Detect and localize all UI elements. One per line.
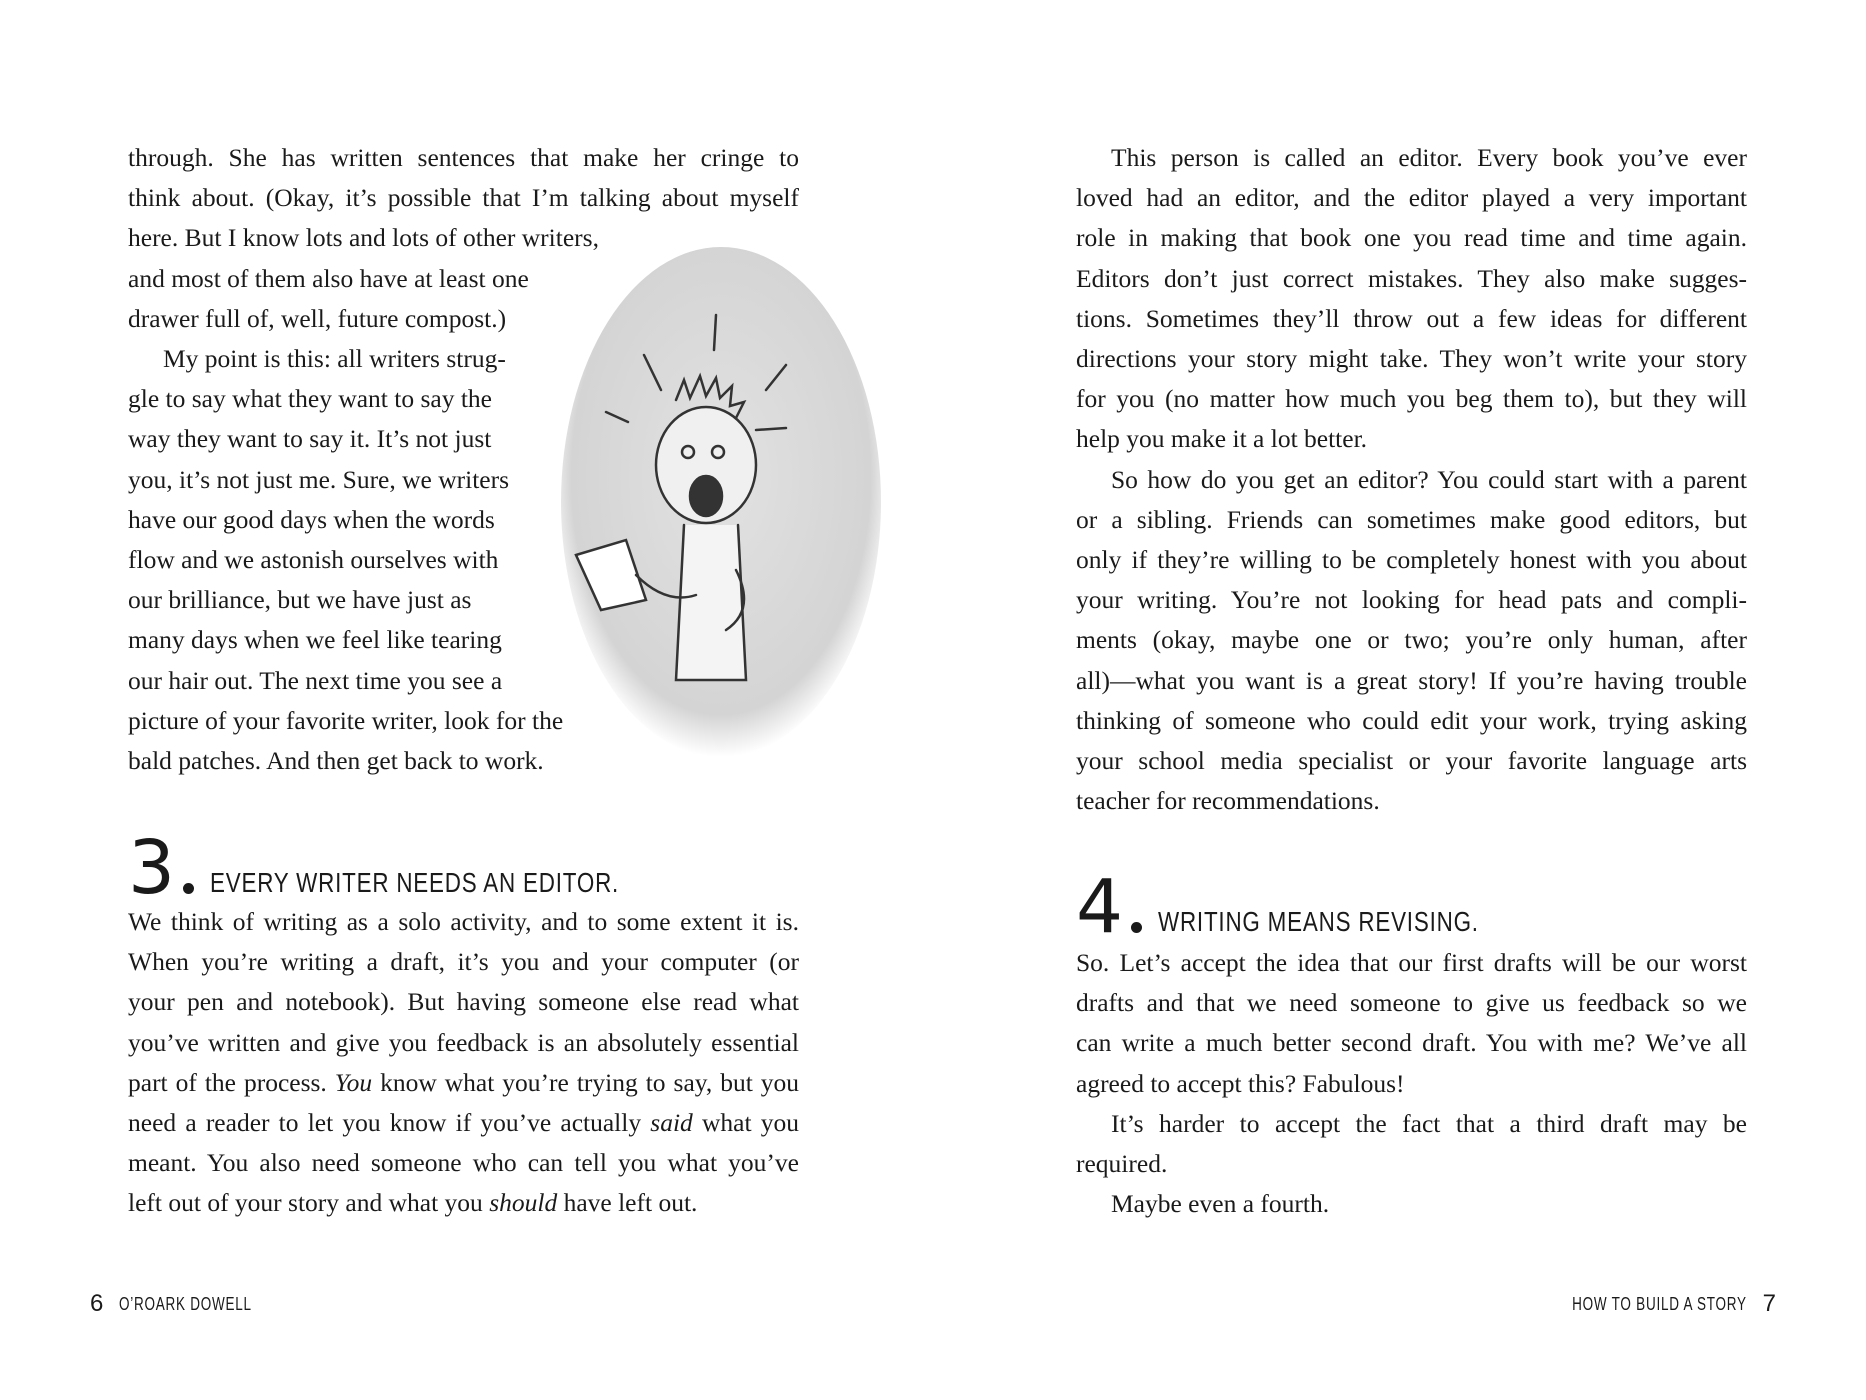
text-segment: know what you’re trying to say, but you (372, 1067, 800, 1097)
running-head: HOW TO BUILD A STORY (1572, 1293, 1747, 1314)
text-line: help you make it a lot better. (1076, 424, 1368, 454)
text-line: for you (no matter how much you beg them to), but they will (1076, 384, 1747, 414)
text-segment: you’ve written and give you feedback is an absolutely essential (128, 1027, 799, 1057)
right-footer (1514, 1290, 1776, 1318)
startled-writer-illustration (556, 240, 886, 760)
text-line: flow and we astonish ourselves with (128, 545, 499, 575)
text-line: only if they’re willing to be completely honest with you about (1076, 545, 1747, 575)
text-line: loved had an editor, and the editor played a very important (1076, 183, 1747, 213)
text-segment: your pen and notebook). But having someone else read what (128, 987, 799, 1017)
section-4-heading (1076, 864, 1559, 950)
text-segment: We think of writing as a solo activity, and to some extent it is. (128, 907, 799, 936)
italic-text: said (650, 1108, 693, 1138)
page-number: 6 (90, 1290, 104, 1317)
text-line: our brilliance, but we have just as (128, 585, 472, 615)
text-line (128, 902, 799, 942)
italic-text: You (334, 1067, 373, 1097)
section-number: 3 (128, 825, 176, 911)
heading-dot (183, 883, 194, 894)
section-number: 4 (1076, 864, 1124, 950)
text-line: and most of them also have at least one (128, 263, 529, 293)
text-segment: what you (692, 1108, 799, 1138)
text-line: you, it’s not just me. Sure, we writers (128, 464, 510, 494)
text-line: here. But I know lots and lots of other writers, (128, 223, 599, 253)
text-line: gle to say what they want to say the (128, 384, 492, 414)
text-line: can write a much better second draft. You with me? We’ve all (1076, 1028, 1747, 1058)
text-line: role in making that book one you read time and time again. (1076, 223, 1747, 253)
page-number: 7 (1762, 1290, 1776, 1317)
text-line (128, 982, 799, 1022)
right-page-block1 (1076, 138, 1747, 821)
text-line: agreed to accept this? Fabulous! (1076, 1068, 1405, 1098)
text-line (128, 1023, 799, 1063)
right-page-block2 (1076, 943, 1747, 1224)
text-segment: need a reader to let you know if you’ve actually (128, 1108, 651, 1138)
text-line (128, 1103, 799, 1143)
running-head: O’ROARK DOWELL (119, 1293, 253, 1314)
text-line (128, 1183, 799, 1223)
text-line: bald patches. And then get back to work. (128, 746, 544, 776)
text-line: picture of your favorite writer, look for the (128, 705, 564, 735)
text-line: My point is this: all writers strug- (163, 344, 506, 374)
text-line: drafts and that we need someone to give us feedback so we (1076, 988, 1747, 1018)
text-line (128, 1143, 799, 1183)
text-line: ments (okay, maybe one or two; you’re only human, after (1076, 625, 1747, 655)
text-segment: part of the process. (128, 1067, 335, 1097)
section-3-heading (128, 825, 721, 911)
text-line: our hair out. The next time you see a (128, 665, 503, 695)
text-line: or a sibling. Friends can sometimes make good editors, but (1076, 504, 1747, 534)
text-line: your writing. You’re not looking for head pats and compli- (1076, 585, 1747, 615)
text-line: all)—what you want is a great story! If you’re having trouble (1076, 665, 1747, 695)
heading-dot (1131, 922, 1142, 933)
text-segment: have left out. (557, 1188, 698, 1218)
text-line: required. (1076, 1149, 1168, 1179)
text-line: tions. Sometimes they’ll throw out a few ideas for different (1076, 303, 1747, 333)
italic-text: should (489, 1188, 558, 1218)
text-line (128, 1063, 799, 1103)
text-line: your school media specialist or your favorite language arts (1076, 746, 1747, 776)
text-line: Maybe even a fourth. (1111, 1189, 1330, 1219)
text-line: directions your story might take. They won’t write your story (1076, 344, 1747, 374)
text-line: teacher for recommendations. (1076, 786, 1380, 816)
text-line: thinking of someone who could edit your work, trying asking (1076, 705, 1747, 735)
text-line: have our good days when the words (128, 504, 495, 534)
text-line: through. She has written sentences that make her cringe to (128, 143, 799, 172)
text-segment: meant. You also need someone who can tell you what you’ve (128, 1148, 799, 1178)
text-line: This person is called an editor. Every book you’ve ever (1111, 143, 1747, 172)
text-segment: When you’re writing a draft, it’s you and your computer (or (128, 947, 799, 977)
text-line: drawer full of, well, future compost.) (128, 303, 507, 333)
left-footer (90, 1290, 296, 1318)
text-line: So. Let’s accept the idea that our first drafts will be our worst (1076, 948, 1747, 977)
text-segment: left out of your story and what you (128, 1188, 490, 1218)
left-page-block2 (128, 902, 799, 1224)
text-line: It’s harder to accept the fact that a third draft may be (1111, 1108, 1747, 1138)
text-line: way they want to say it. It’s not just (128, 424, 492, 454)
section-title: EVERY WRITER NEEDS AN EDITOR. (210, 867, 620, 898)
text-line (128, 942, 799, 982)
text-line: think about. (Okay, it’s possible that I’m talking about myself (128, 183, 799, 213)
text-line: So how do you get an editor? You could start with a parent (1111, 464, 1747, 494)
section-title: WRITING MEANS REVISING. (1158, 906, 1479, 937)
text-line: many days when we feel like tearing (128, 625, 502, 655)
text-line: Editors don’t just correct mistakes. They also make sugges- (1076, 263, 1747, 293)
